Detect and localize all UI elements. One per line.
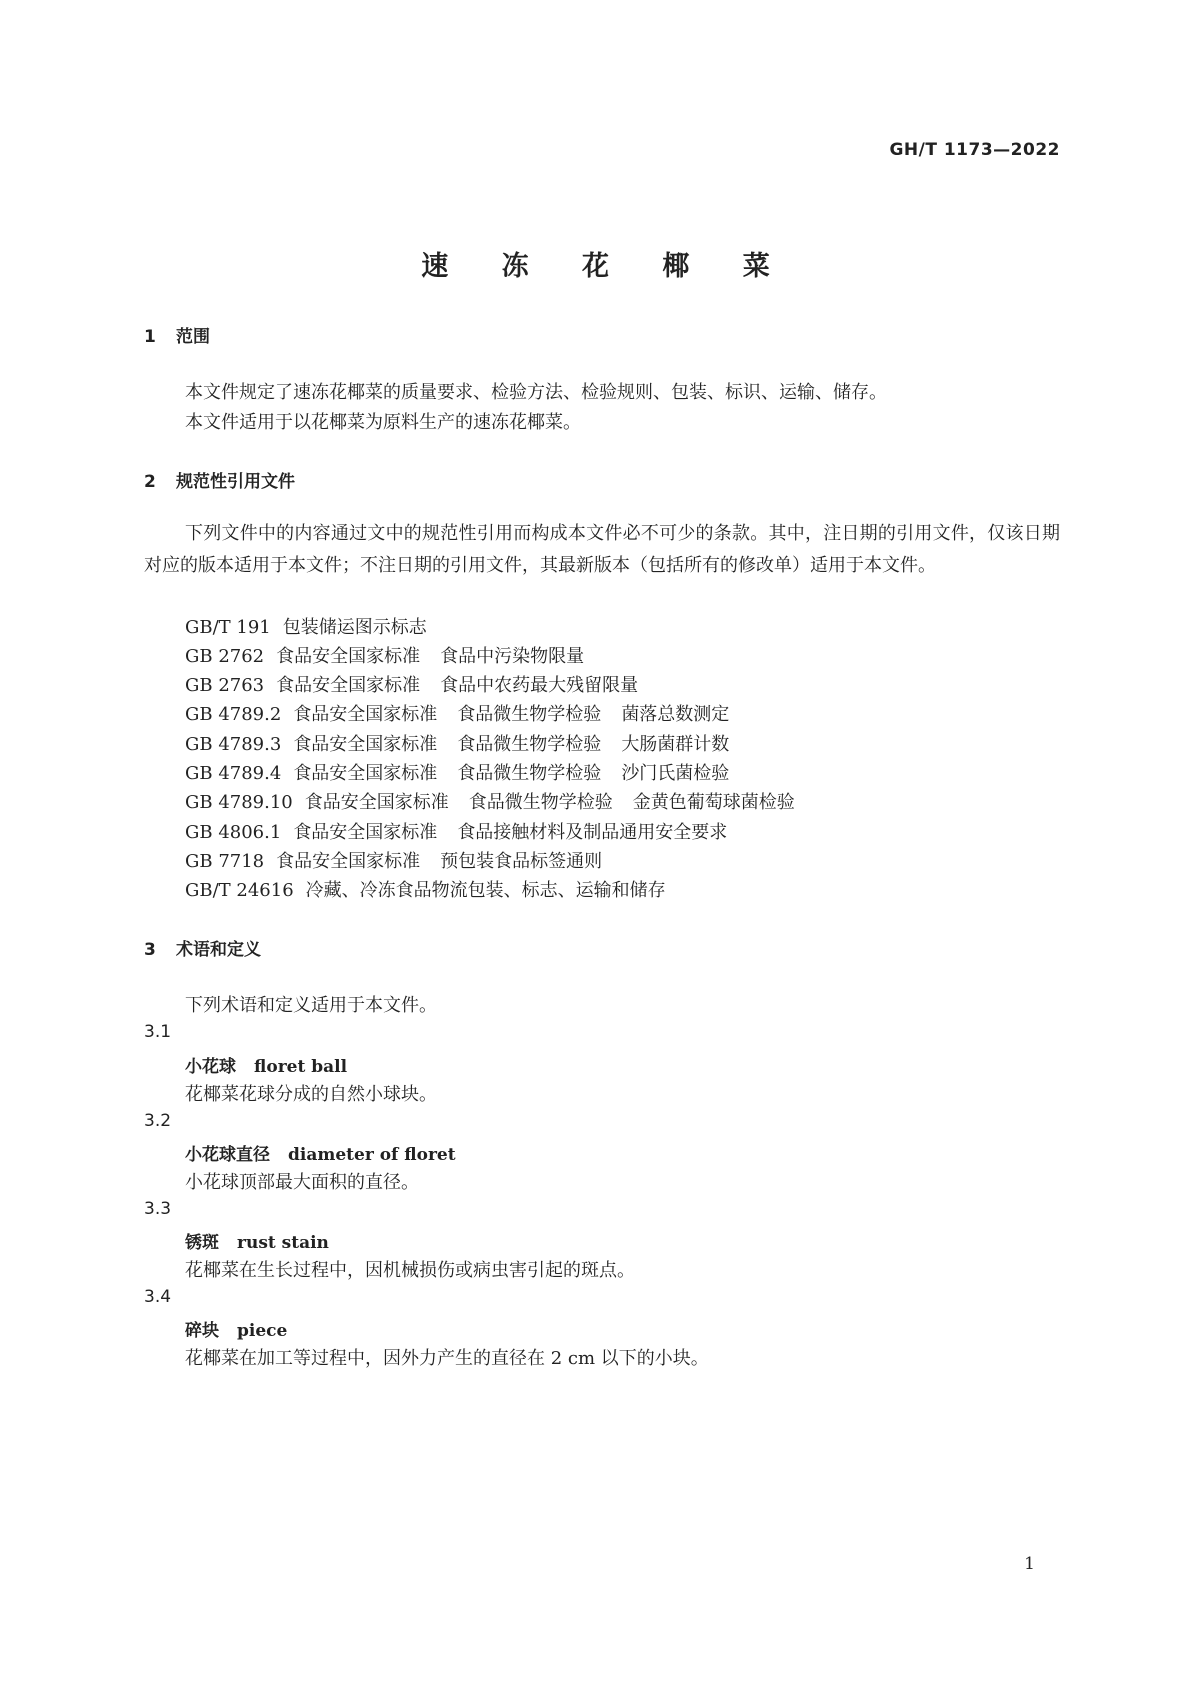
normative-refs-intro: 下列文件中的内容通过文中的规范性引用而构成本文件必不可少的条款。其中，注日期的引用文件，仅该日期对应的版本适用于本文件；不注日期的引用文件，其最新版本（包括所有的修改单）适用于本文件。 — [144, 523, 1060, 576]
section-title: 术语和定义 — [176, 940, 261, 960]
reference-item: GB 4789.10 食品安全国家标准 食品微生物学检验 金黄色葡萄球菌检验 — [185, 792, 795, 813]
section-number: 2 — [144, 472, 156, 492]
document-title: 速 冻 花 椰 菜 — [421, 251, 792, 282]
term-number: 3.2 — [144, 1111, 172, 1131]
scope-paragraph: 本文件适用于以花椰菜为原料生产的速冻花椰菜。 — [185, 412, 581, 433]
term-number: 3.4 — [144, 1287, 172, 1307]
term-definition: 小花球顶部最大面积的直径。 — [185, 1172, 419, 1193]
reference-item: GB 7718 食品安全国家标准 预包装食品标签通则 — [185, 851, 603, 872]
reference-item: GB 4806.1 食品安全国家标准 食品接触材料及制品通用安全要求 — [185, 822, 728, 843]
term-number: 3.3 — [144, 1199, 172, 1219]
term-heading: 小花球 floret ball — [185, 1057, 348, 1077]
section-heading-normative-refs — [144, 467, 295, 492]
reference-item: GB 2763 食品安全国家标准 食品中农药最大残留限量 — [185, 675, 639, 696]
term-definition: 花椰菜在加工等过程中，因外力产生的直径在 2 cm 以下的小块。 — [185, 1348, 709, 1369]
term-heading: 小花球直径 diameter of floret — [185, 1145, 456, 1165]
term-heading: 锈斑 rust stain — [185, 1233, 329, 1253]
section-heading-scope — [144, 322, 210, 347]
reference-item: GB/T 24616 冷藏、冷冻食品物流包装、标志、运输和储存 — [185, 880, 666, 901]
term-heading: 碎块 piece — [185, 1321, 288, 1341]
page-number: 1 — [1024, 1554, 1035, 1574]
section-title: 范围 — [176, 327, 210, 347]
reference-item: GB 2762 食品安全国家标准 食品中污染物限量 — [185, 646, 585, 667]
section-title: 规范性引用文件 — [176, 472, 295, 492]
standard-code: GH/T 1173—2022 — [889, 140, 1060, 160]
section-number: 3 — [144, 940, 156, 960]
term-definition: 花椰菜花球分成的自然小球块。 — [185, 1084, 437, 1105]
section-number: 1 — [144, 327, 156, 347]
term-definition: 花椰菜在生长过程中，因机械损伤或病虫害引起的斑点。 — [185, 1260, 635, 1281]
terms-intro: 下列术语和定义适用于本文件。 — [185, 995, 437, 1016]
reference-item: GB 4789.4 食品安全国家标准 食品微生物学检验 沙门氏菌检验 — [185, 763, 730, 784]
reference-item: GB/T 191 包装储运图示标志 — [185, 617, 427, 638]
scope-paragraph: 本文件规定了速冻花椰菜的质量要求、检验方法、检验规则、包装、标识、运输、储存。 — [185, 382, 887, 403]
section-heading-terms — [144, 935, 261, 960]
reference-item: GB 4789.2 食品安全国家标准 食品微生物学检验 菌落总数测定 — [185, 704, 730, 725]
term-number: 3.1 — [144, 1022, 172, 1042]
reference-item: GB 4789.3 食品安全国家标准 食品微生物学检验 大肠菌群计数 — [185, 734, 730, 755]
